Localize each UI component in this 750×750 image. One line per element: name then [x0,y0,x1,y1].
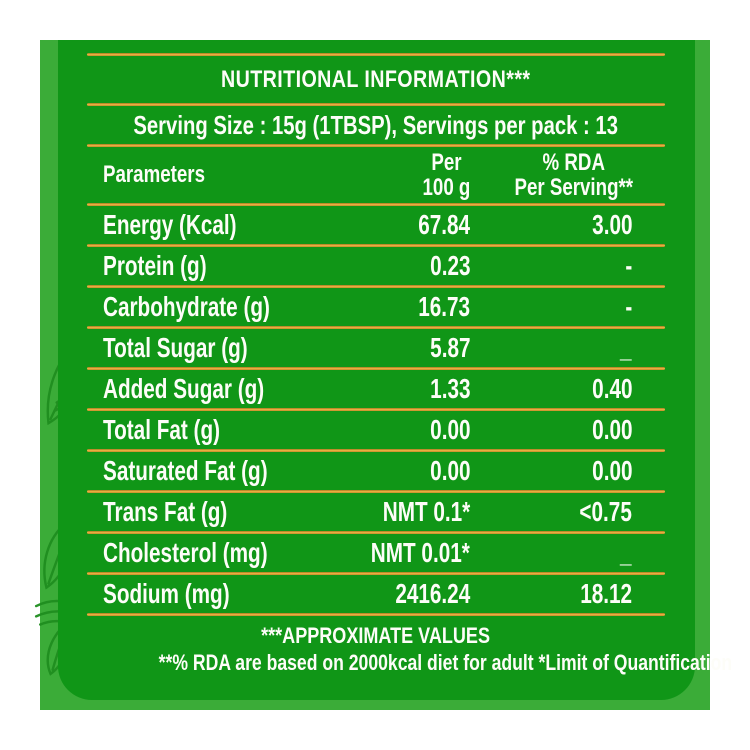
gold-divider [87,613,665,616]
table-row [87,370,665,408]
row-rda-value: _ [620,537,632,568]
table-header-row [87,147,665,203]
row-per-100g-value: NMT 0.1* [382,496,470,527]
row-rda-value: - [625,291,632,322]
row-parameter-label: Total Fat (g) [103,414,221,445]
page-title: NUTRITIONAL INFORMATION*** [221,65,531,93]
row-per-100g-value: NMT 0.01* [370,537,470,568]
rda-basis-note: **% RDA are based on 2000kcal diet for adult *Limit of Quantification [158,650,733,675]
row-parameter-label: Cholesterol (mg) [103,537,268,568]
row-per-100g-value: 2416.24 [395,578,470,609]
row-parameter-label: Trans Fat (g) [103,496,228,527]
row-per-100g-value: 0.00 [429,455,470,486]
row-rda-value: <0.75 [579,496,632,527]
serving-info: Serving Size : 15g (1TBSP), Servings per pack : 13 [133,109,619,140]
row-parameter-label: Energy (Kcal) [103,209,237,240]
table-row [87,575,665,613]
column-header-per-100g [422,150,470,200]
row-parameter-label: Saturated Fat (g) [103,455,268,486]
row-parameter-label: Protein (g) [103,250,207,281]
row-per-100g-value: 67.84 [418,209,470,240]
panel-content [87,40,733,676]
table-row [87,329,665,367]
column-header-parameters: Parameters [103,161,205,188]
row-parameter-label: Sodium (mg) [103,578,230,609]
header-rda-line2: Per Serving** [514,174,633,201]
table-row [87,247,665,285]
table-row [87,206,665,244]
row-rda-value: 0.00 [591,455,632,486]
footnote-row-2 [87,650,733,676]
row-rda-value: 3.00 [591,209,632,240]
serving-info-row [87,106,665,144]
nutrition-panel [58,40,733,700]
row-per-100g-value: 1.33 [429,373,470,404]
header-per-line1: Per [430,149,462,176]
row-parameter-label: Carbohydrate (g) [103,291,270,322]
table-row [87,411,665,449]
row-per-100g-value: 16.73 [418,291,470,322]
label-background [40,40,733,710]
approximate-values-note: ***APPROXIMATE VALUES [261,623,491,648]
table-row [87,452,665,490]
row-rda-value: 0.40 [591,373,632,404]
row-rda-value: _ [620,332,632,363]
footnote-row-1 [87,623,665,649]
row-per-100g-value: 5.87 [429,332,470,363]
table-row [87,534,665,572]
column-header-rda [514,150,633,200]
header-rda-line1: % RDA [542,149,605,176]
row-rda-value: 18.12 [580,578,632,609]
row-per-100g-value: 0.23 [429,250,470,281]
row-rda-value: 0.00 [591,414,632,445]
row-per-100g-value: 0.00 [429,414,470,445]
row-parameter-label: Added Sugar (g) [103,373,265,404]
table-row [87,288,665,326]
table-body [87,206,665,616]
row-parameter-label: Total Sugar (g) [103,332,248,363]
row-rda-value: - [625,250,632,281]
table-row [87,493,665,531]
header-per-line2: 100 g [422,174,470,201]
title-row [87,56,665,103]
